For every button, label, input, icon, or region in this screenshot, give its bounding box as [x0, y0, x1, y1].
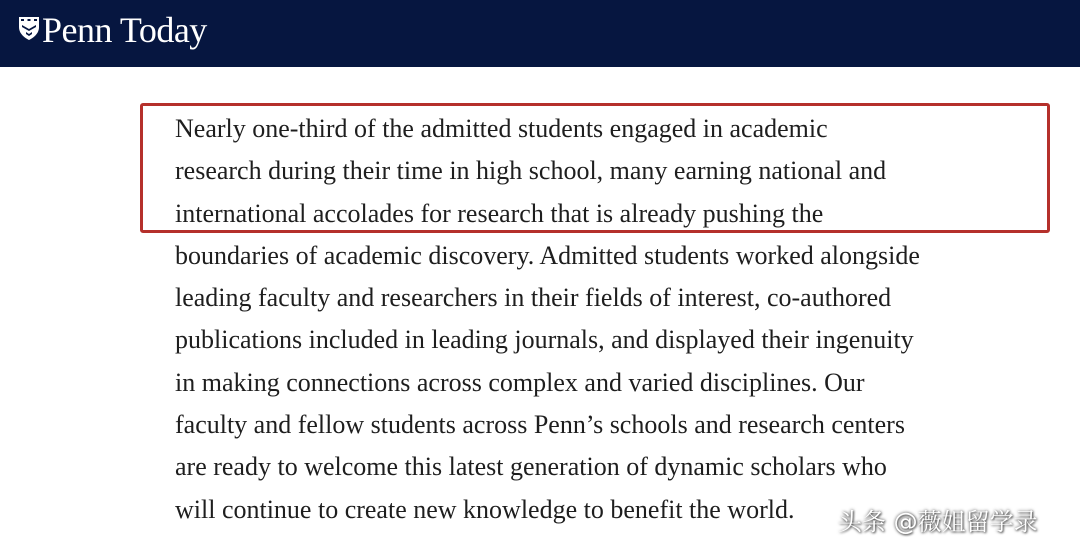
- logo-text: Penn Today: [42, 10, 207, 50]
- article-line: publications included in leading journals, and displayed their ingenuity: [175, 325, 914, 355]
- site-header: [0, 0, 1080, 67]
- article-line: faculty and fellow students across Penn’s schools and research centers: [175, 410, 905, 440]
- article-line: research during their time in high school, many earning national and: [175, 156, 887, 186]
- article-line: in making connections across complex and varied disciplines. Our: [175, 367, 865, 397]
- article-line: are ready to welcome this latest generation of dynamic scholars who: [175, 452, 887, 482]
- article-line: boundaries of academic discovery. Admitted students worked alongside: [175, 240, 920, 270]
- article-line: international accolades for research that is already pushing the: [175, 198, 824, 228]
- penn-shield-icon: [18, 15, 40, 41]
- article-line: Nearly one-third of the admitted students engaged in academic: [175, 114, 828, 143]
- highlight-box: [140, 103, 1050, 233]
- article-line: leading faculty and researchers in their fields of interest, co-authored: [175, 283, 892, 313]
- article-line: will continue to create new knowledge to benefit the world.: [175, 494, 795, 524]
- penn-today-logo[interactable]: [18, 10, 207, 50]
- watermark: 头条 @薇姐留学录: [838, 508, 1038, 536]
